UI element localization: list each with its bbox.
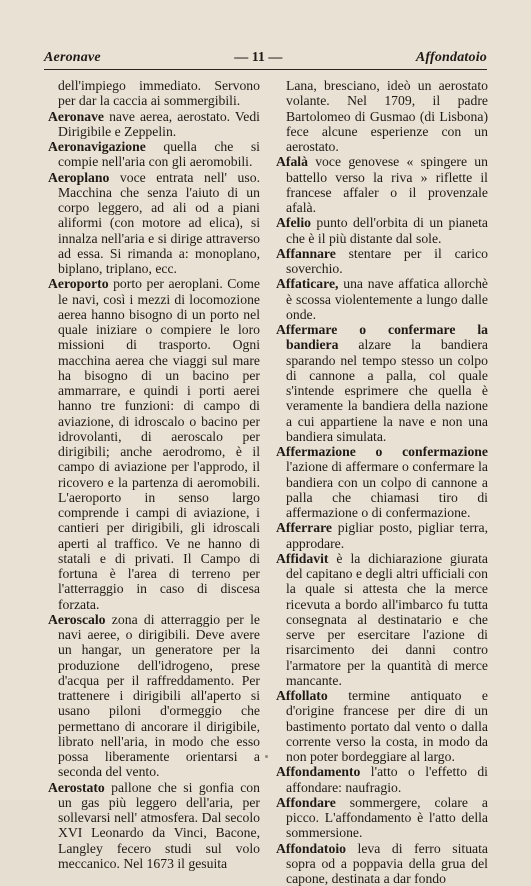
- dictionary-entry: [48, 276, 260, 612]
- entry-definition: pallone che si gonfia con un gas più leggero dell'aria, per sollevarsi nell' atmosfera. Dal secolo XVI Leonardo da Vinci, Bacone, Langley fecero studi sul volo meccanico. Nel 1673 il gesuita: [58, 780, 260, 871]
- entry-definition: l'azione di affermare o confermare la bandiera con un colpo di cannone a palla che chiamasi tiro di affermazione o di confermazione.: [286, 459, 488, 520]
- entry-definition: l'atto o l'effetto di affondare: naufragio.: [286, 764, 488, 794]
- entry-definition: dell'impiego immediato. Servono per dar la caccia ai sommergibili.: [58, 78, 260, 108]
- entry-term: Affollato: [276, 688, 328, 703]
- entry-term: Aeronavigazione: [48, 139, 146, 154]
- entry-definition: leva di ferro situata sopra od a poppavia della grua del capone, destinata a dar fondo: [286, 841, 488, 886]
- dictionary-entry: [48, 109, 260, 140]
- page-number: — 11 —: [234, 50, 282, 66]
- dictionary-entry: [276, 795, 488, 841]
- entry-term: Affaticare,: [276, 276, 338, 291]
- dictionary-entry: [48, 139, 260, 170]
- dictionary-entry: [276, 520, 488, 551]
- dictionary-entry: [276, 764, 488, 795]
- dictionary-entry: [276, 276, 488, 322]
- entry-definition: punto dell'orbita di un pianeta che è il più distante dal sole.: [286, 215, 488, 245]
- dictionary-entry: [48, 612, 260, 780]
- entry-definition: zona di atterraggio per le navi aeree, o dirigibili. Deve avere un hangar, un generatore per la produzione dell'idrogeno, prese d'acqua per il raffreddamento. Per trattenere i dirigibili all'aperto si usano piloni d'ormeggio che permettano di ancorare il dirigibile, librato nell'aria, in modo che esso possa liberamente orientarsi a seconda del vento.: [58, 612, 260, 780]
- entry-definition: sommergere, colare a picco. L'affondamento è l'atto della sommersione.: [286, 795, 488, 841]
- entry-term: Affermazione o confermazione: [276, 444, 488, 459]
- entry-term: Aeronave: [48, 109, 104, 124]
- paper-spot: [265, 755, 268, 758]
- entry-definition: una nave affatica allorchè è scossa violentemente a lungo dalle onde.: [286, 276, 488, 322]
- entry-term: Afalà: [276, 154, 308, 169]
- dictionary-entry: [276, 246, 488, 277]
- dictionary-entry: [276, 841, 488, 886]
- entry-definition: pigliar posto, pigliar terra, approdare.: [286, 520, 488, 550]
- entry-term: Afelio: [276, 215, 311, 230]
- dictionary-entry: [276, 551, 488, 688]
- entry-term: Affannare: [276, 246, 336, 261]
- entry-term: Afferrare: [276, 520, 332, 535]
- entry-definition: nave aerea, aerostato. Vedi Dirigibile e Zeppelin.: [58, 109, 260, 139]
- entry-continuation: [276, 78, 488, 154]
- entry-definition: Lana, bresciano, ideò un aerostato volante. Nel 1709, il padre Bartolomeo di Gusmao (di Lisbona) fece alcune esperienze con un aerostato.: [286, 78, 488, 154]
- header-left-guideword: Aeronave: [44, 50, 101, 66]
- dictionary-entry: [276, 322, 488, 444]
- dictionary-entry: [48, 780, 260, 872]
- entry-definition: voce genovese « spingere un battello verso la riva » riflette il francese affaler o il provenzale afalà.: [286, 154, 488, 215]
- entry-term: Affondatoio: [276, 841, 346, 856]
- entry-term: Aerostato: [48, 780, 105, 795]
- entry-continuation: [48, 78, 260, 109]
- entry-definition: termine antiquato e d'origine francese per dire di un bastimento portato dal vento o dalla corrente verso la costa, in modo da non poter bordeggiare al largo.: [286, 688, 488, 764]
- entry-definition: voce entrata nell' uso. Macchina che senza l'aiuto di un corpo leggero, ad ali od a piani aliformi (con motore ad elica), si innalza nell'aria e si dirige attraverso ad essa. Si rimanda a: monoplano, biplano, triplano, ecc.: [58, 170, 260, 277]
- entry-definition: stentare per il carico soverchio.: [286, 246, 488, 276]
- entry-term: Affondare: [276, 795, 336, 810]
- dictionary-entry: [48, 170, 260, 277]
- right-column: [276, 78, 488, 886]
- entry-definition: porto per aeroplani. Come le navi, così i mezzi di locomozione aerea hanno bisogno di un porto nel quale iniziare o compiere le loro missioni di trasporto. Ogni macchina aerea che viaggi sul mare ha bisogno di un bacino per ammarrare, e quindi i porti aerei hanno tre funzioni: di campo di aviazione, di idroscalo o bacino per idrovolanti, di aeroscalo per dirigibili; anche aerodromo, è il campo di aviazione per l'approdo, il ricovero e la partenza di aeromobili. L'aeroporto in senso largo comprende i campi di aviazione, i cantieri per dirigibili, gli idroscali aperti al traffico. Ve ne hanno di statali e di privati. Il Campo di fortuna è l'area di terreno per l'atterraggio in caso di discesa forzata.: [58, 276, 260, 611]
- dictionary-entry: [276, 444, 488, 520]
- entry-definition: quella che si compie nell'aria con gli aeromobili.: [58, 139, 260, 169]
- dictionary-entry: [276, 688, 488, 764]
- entry-term: Aeroplano: [48, 170, 109, 185]
- entry-definition: alzare la bandiera sparando nel tempo stesso un colpo di cannone a palla, col quale s'intende esprimere che quella è veramente la bandiera della nazione a cui appartiene la nave e non una bandiera simulata.: [286, 337, 488, 444]
- text-columns: [48, 78, 489, 886]
- entry-definition: è la dichiarazione giurata del capitano e degli altri ufficiali con la quale si attesta che la merce ricevuta a bordo all'imbarco fu tutta consegnata al destinatario e che serve per esercitare l'azione di risarcimento dei danni contro l'armatore per la quantità di merce mancante.: [286, 551, 488, 688]
- entry-term: Aeroporto: [48, 276, 109, 291]
- entry-term: Affondamento: [276, 764, 360, 779]
- entry-term: Affermare o confermare la bandiera: [276, 322, 488, 352]
- header-right-guideword: Affondatoio: [416, 50, 487, 66]
- entry-term: Affidavit: [276, 551, 328, 566]
- dictionary-entry: [276, 215, 488, 246]
- dictionary-entry: [276, 154, 488, 215]
- header-rule: [44, 69, 487, 70]
- left-column: [48, 78, 260, 886]
- running-header: [44, 44, 487, 66]
- entry-term: Aeroscalo: [48, 612, 106, 627]
